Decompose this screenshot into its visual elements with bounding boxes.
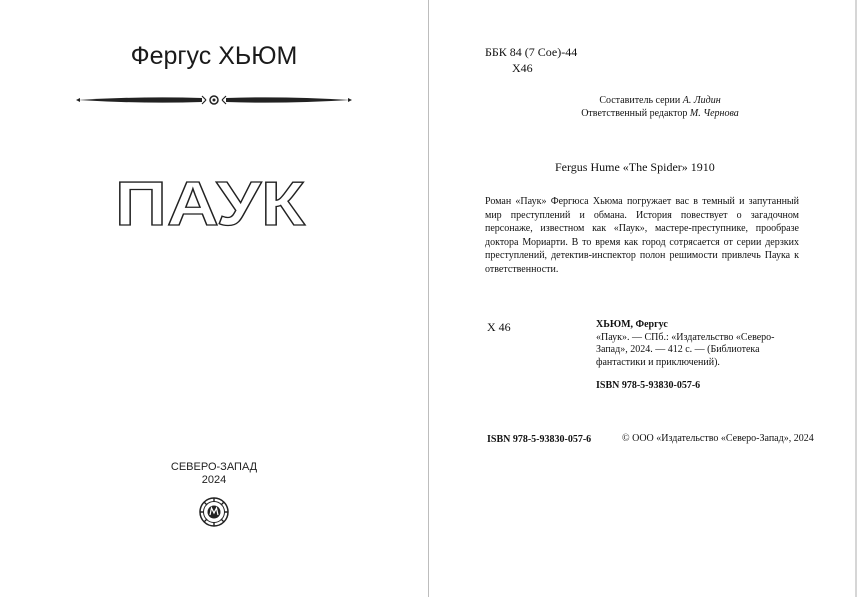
bbk-author-mark: Х46 [512,61,533,75]
right-page [429,0,857,597]
book-title: ПАУК [115,170,306,238]
book-title-art [110,168,310,238]
catalog-card-author: ХЬЮМ, Фергус [596,319,668,330]
ornament-divider [74,90,354,110]
catalog-card-body: «Паук». — СПб.: «Издательство «Северо-Запад», 2024. — 412 с. — (Библиотека фантастики и приключений). [596,331,775,368]
bbk-classification: ББК 84 (7 Сое)-44 [485,45,578,59]
series-compiler-credit [540,95,780,106]
publisher-name: СЕВЕРО-ЗАПАД [170,461,258,473]
left-page [0,0,428,597]
original-title: Fergus Hume «The Spider» 1910 [555,160,715,174]
publisher-emblem-icon [198,496,230,528]
catalog-card [596,319,796,369]
editor-label: Ответственный редактор [581,108,688,119]
series-compiler-name: А. Лидин [682,95,721,106]
catalog-card-isbn: ISBN 978-5-93830-057-6 [596,380,701,391]
series-compiler-label: Составитель серии [599,95,681,106]
catalog-code: Х 46 [487,320,511,334]
editor-name: М. Чернова [689,108,739,119]
publication-year: 2024 [201,474,227,486]
book-author: Фергус ХЬЮМ [130,42,298,70]
book-description: Роман «Паук» Фергюса Хьюма погружает вас в темный и запутанный мир преступлений и обмана. История повествует о загадочном персонаже, известном как «Паук», мастере-преступнике, прообразе доктора Мориарти. В то время как город сотрясается от серии дерзких преступлений, детектив-инспектор полон решимости привлечь Паука к ответственности. [485,196,799,275]
editor-credit [540,108,780,119]
isbn-number: ISBN 978-5-93830-057-6 [487,434,592,445]
copyright-notice: © ООО «Издательство «Северо-Запад», 2024 [622,433,814,444]
